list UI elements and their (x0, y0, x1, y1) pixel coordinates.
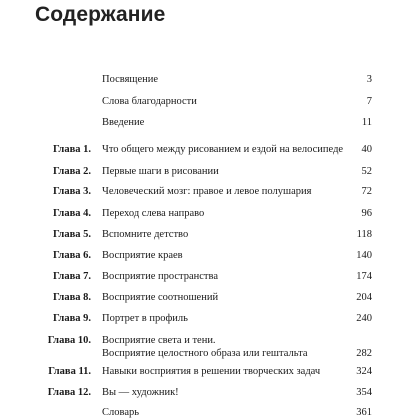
page-number: 52 (361, 166, 372, 177)
page-number: 96 (361, 208, 372, 219)
page-number: 118 (356, 229, 372, 240)
entry-title: Навыки восприятия в решении творческих задач (102, 366, 321, 377)
entry-title: Вспомните детство (102, 229, 189, 240)
page-number: 11 (361, 117, 372, 128)
chapter-number: Глава 11. (48, 366, 91, 377)
page-number: 204 (356, 292, 372, 303)
page-number: 324 (356, 366, 372, 377)
chapter-number: Глава 3. (52, 186, 91, 197)
chapter-number: Глава 12. (47, 387, 91, 398)
page-number: 174 (356, 271, 372, 282)
entry-title: Восприятие соотношений (102, 292, 219, 303)
page-number: 7 (366, 96, 372, 107)
page-number: 40 (361, 144, 372, 155)
chapter-number: Глава 1. (52, 144, 91, 155)
page-number: 282 (356, 348, 372, 359)
page-number: 240 (356, 313, 372, 324)
entry-title: Переход слева направо (102, 208, 205, 219)
entry-title: Что общего между рисованием и ездой на велосипеде (102, 144, 344, 155)
chapter-number: Глава 10. (47, 335, 91, 346)
page-number: 361 (356, 407, 372, 418)
entry-title: Введение (102, 117, 145, 128)
entry-title: Портрет в профиль (102, 313, 188, 324)
entry-title: Восприятие краев (102, 250, 183, 261)
chapter-number: Глава 2. (52, 166, 91, 177)
entry-title: Посвящение (102, 74, 159, 85)
chapter-number: Глава 5. (52, 229, 91, 240)
chapter-number: Глава 7. (52, 271, 91, 282)
chapter-number: Глава 8. (52, 292, 91, 303)
entry-title: Первые шаги в рисовании (102, 166, 219, 177)
chapter-number: Глава 4. (52, 208, 91, 219)
entry-title: Восприятие света и тени. Восприятие целостного образа или гештальта (102, 335, 308, 359)
entry-title: Вы — художник! (102, 387, 179, 398)
chapter-number: Глава 6. (52, 250, 91, 261)
page-number: 354 (356, 387, 372, 398)
page-number: 140 (356, 250, 372, 261)
entry-title: Восприятие пространства (102, 271, 219, 282)
page-title: Содержание (35, 3, 166, 26)
entry-title: Человеческий мозг: правое и левое полушария (102, 186, 312, 197)
entry-title: Слова благодарности (102, 96, 197, 107)
chapter-number: Глава 9. (52, 313, 91, 324)
page-number: 72 (361, 186, 372, 197)
page-number: 3 (366, 74, 372, 85)
entry-title: Словарь (102, 407, 140, 418)
